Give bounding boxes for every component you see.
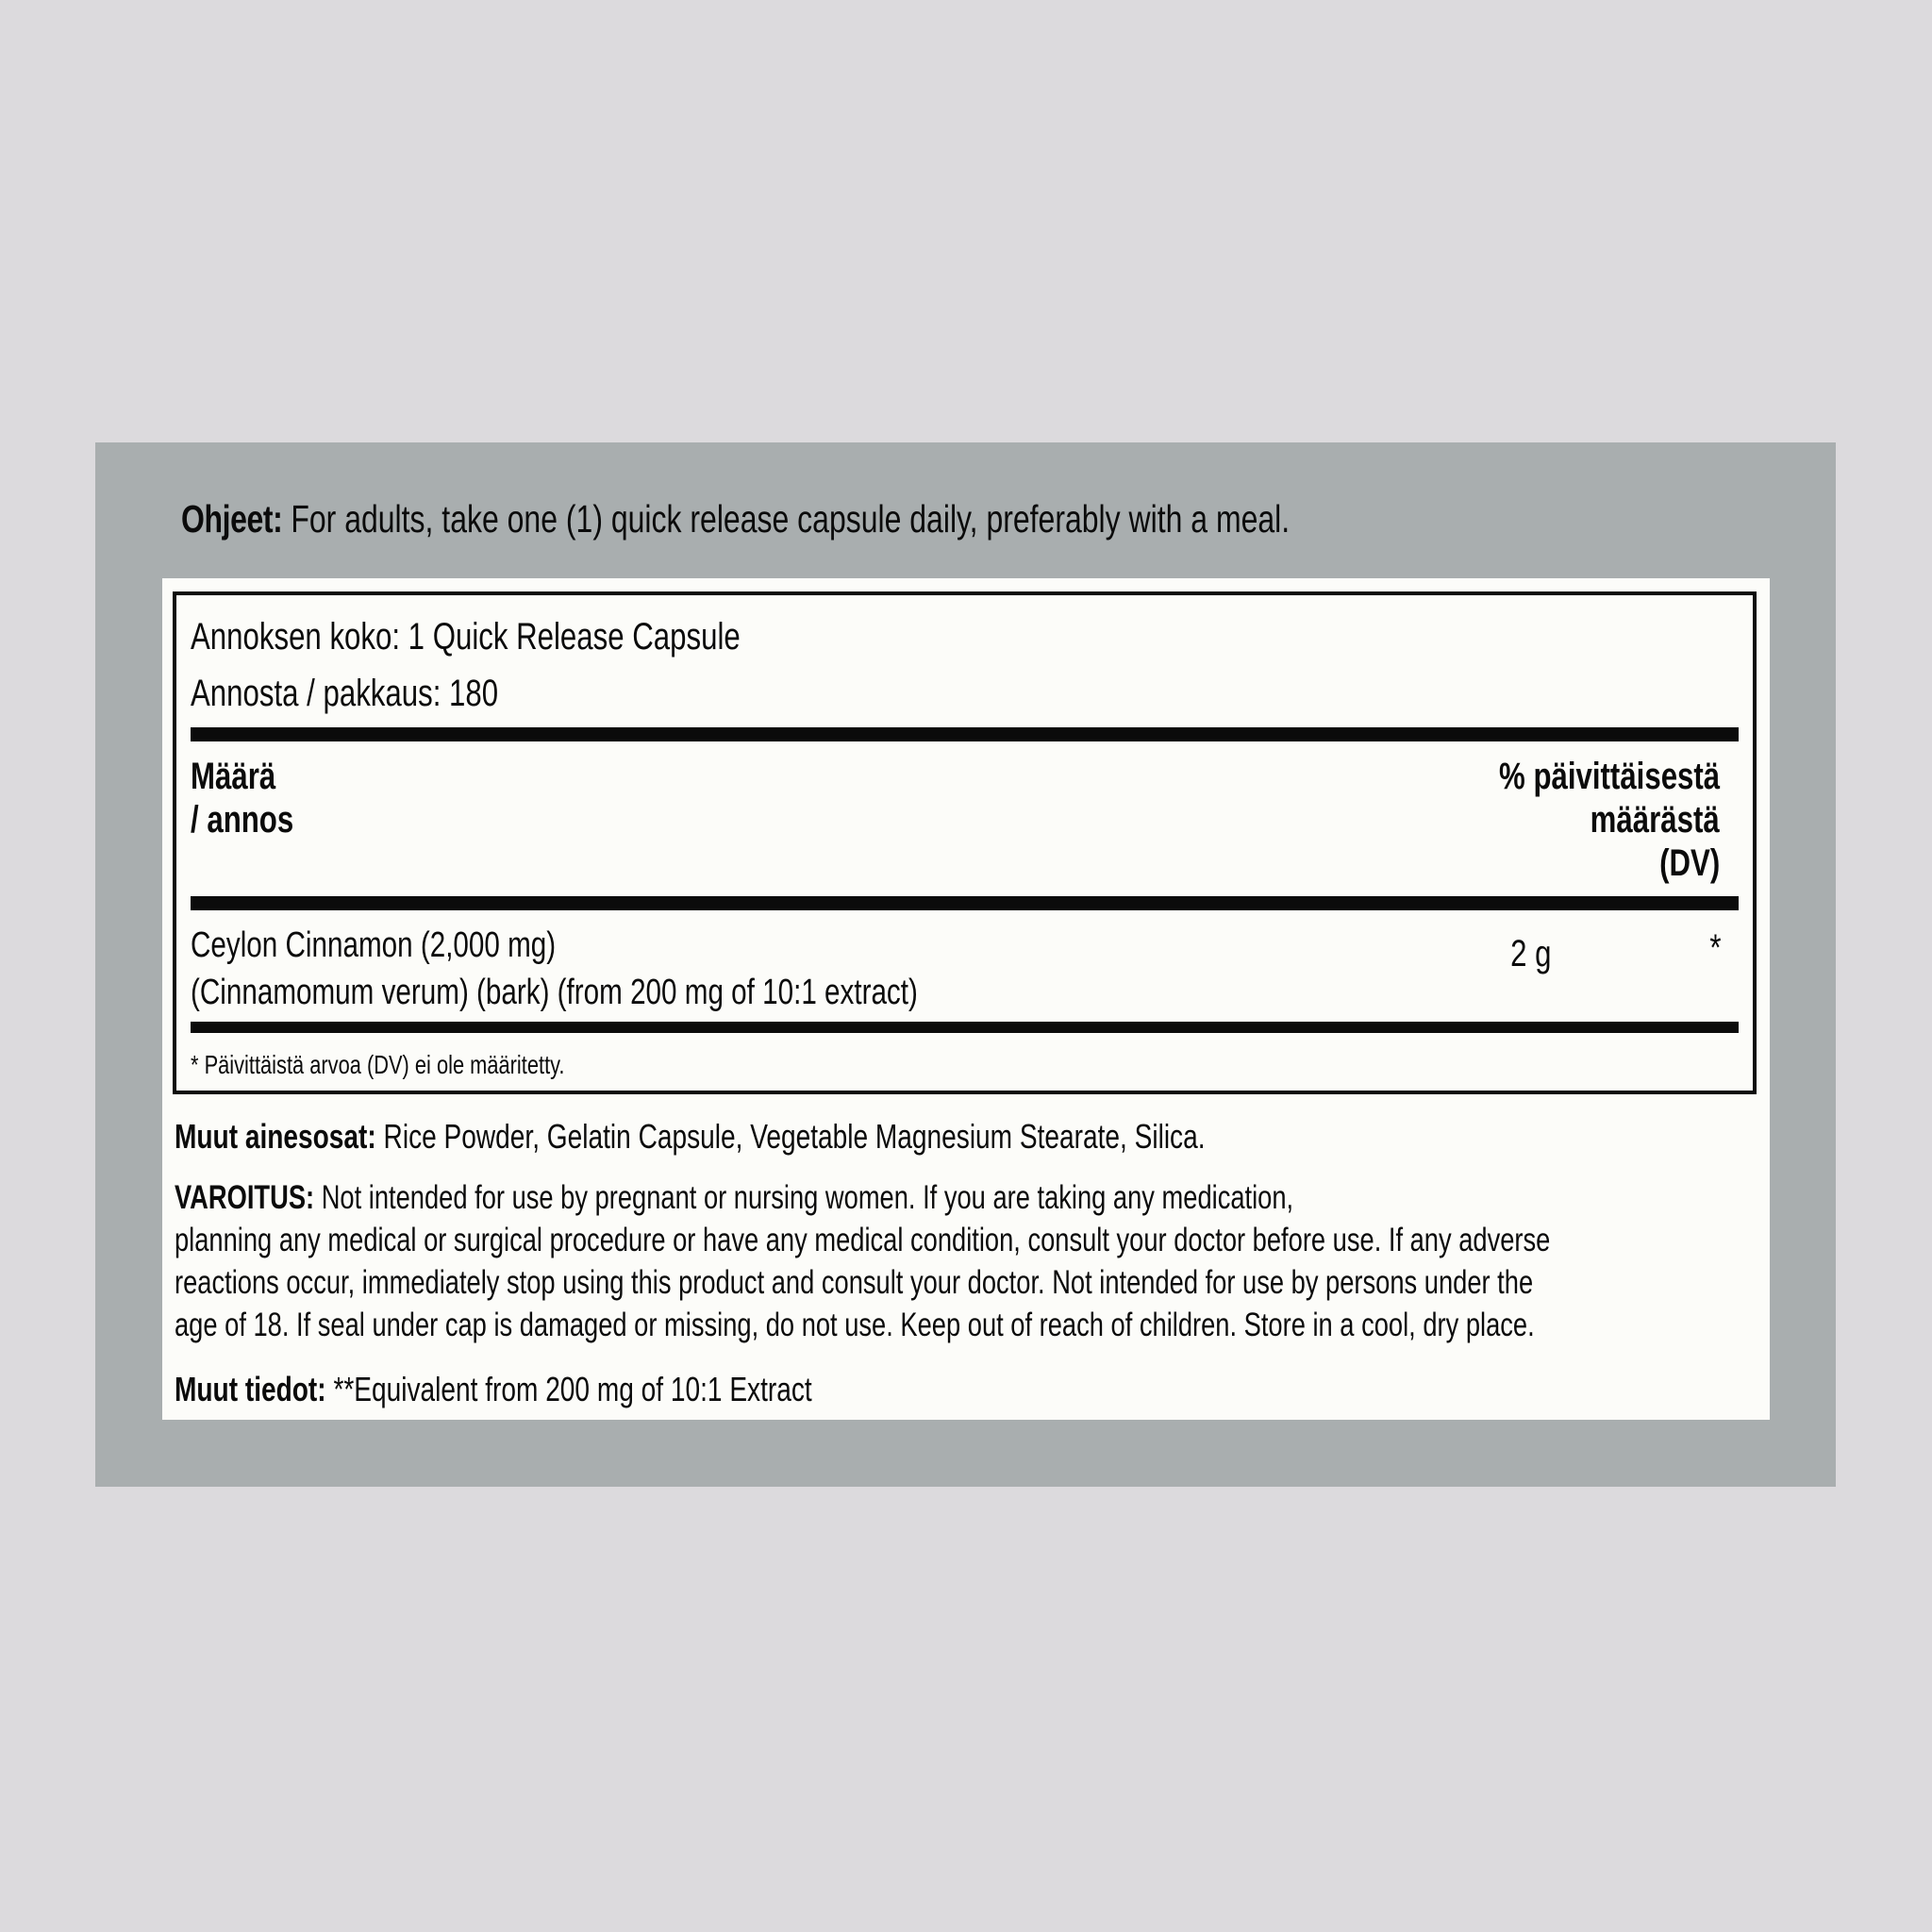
other-info-line [175, 1369, 991, 1409]
servings-per-container-line: Annosta / pakkaus: 180 [191, 673, 499, 714]
ingredient-name [191, 922, 1437, 1016]
label-panel [95, 442, 1836, 1487]
dv-footnote: * Päivittäistä arvoa (DV) ei ole määritetty. [191, 1050, 565, 1079]
other-ingredients-label: Muut ainesosat: [175, 1117, 376, 1156]
dv-header-line2: määrästä [1590, 799, 1720, 841]
amount-header-line2: / annos [191, 799, 294, 841]
ingredient-dv-asterisk: * [1709, 927, 1722, 969]
warning-label: VAROITUS: [175, 1179, 315, 1216]
dv-header-line1: % päivittäisestä [1498, 756, 1720, 797]
warning-line1: Not intended for use by pregnant or nursing women. If you are taking any medication, [321, 1179, 1294, 1216]
warning-line4: age of 18. If seal under cap is damaged or missing, do not use. Keep out of reach of children. Store in a cool, dry place. [175, 1307, 1535, 1343]
warning-paragraph [175, 1176, 1932, 1346]
ingredient-row [191, 922, 1739, 1016]
warning-line3: reactions occur, immediately stop using this product and consult your doctor. Not intended for use by persons under the [175, 1264, 1534, 1301]
warning-line2: planning any medical or surgical procedure or have any medical condition, consult your doctor before use. If any adverse [175, 1222, 1551, 1258]
divider-bar-bottom [191, 1022, 1739, 1033]
supplement-facts-box [173, 591, 1757, 1094]
serving-size-line: Annoksen koko: 1 Quick Release Capsule [191, 616, 741, 658]
directions-label: Ohjeet: [181, 497, 283, 541]
ingredient-amount: 2 g [1510, 933, 1552, 974]
dv-header-line3: (DV) [1658, 842, 1720, 884]
other-info-label: Muut tiedot: [175, 1370, 326, 1408]
divider-bar-top [191, 727, 1739, 741]
amount-header [191, 755, 323, 885]
amount-header-line1: Määrä [191, 756, 276, 797]
directions-text: For adults, take one (1) quick release capsule daily, preferably with a meal. [291, 497, 1291, 541]
ingredient-name-line2: (Cinnamomum verum) (bark) (from 200 mg of 10:1 extract) [191, 973, 918, 1012]
divider-bar-middle [191, 896, 1739, 910]
ingredient-name-line1: Ceylon Cinnamon (2,000 mg) [191, 925, 557, 965]
other-ingredients-line [175, 1116, 1496, 1157]
daily-value-header [1437, 755, 1739, 885]
facts-header-row [191, 755, 1739, 885]
other-info-text: **Equivalent from 200 mg of 10:1 Extract [333, 1370, 812, 1408]
supplement-facts-sheet [162, 578, 1770, 1420]
directions-line [181, 496, 1603, 542]
other-ingredients-text: Rice Powder, Gelatin Capsule, Vegetable Magnesium Stearate, Silica. [383, 1117, 1206, 1156]
